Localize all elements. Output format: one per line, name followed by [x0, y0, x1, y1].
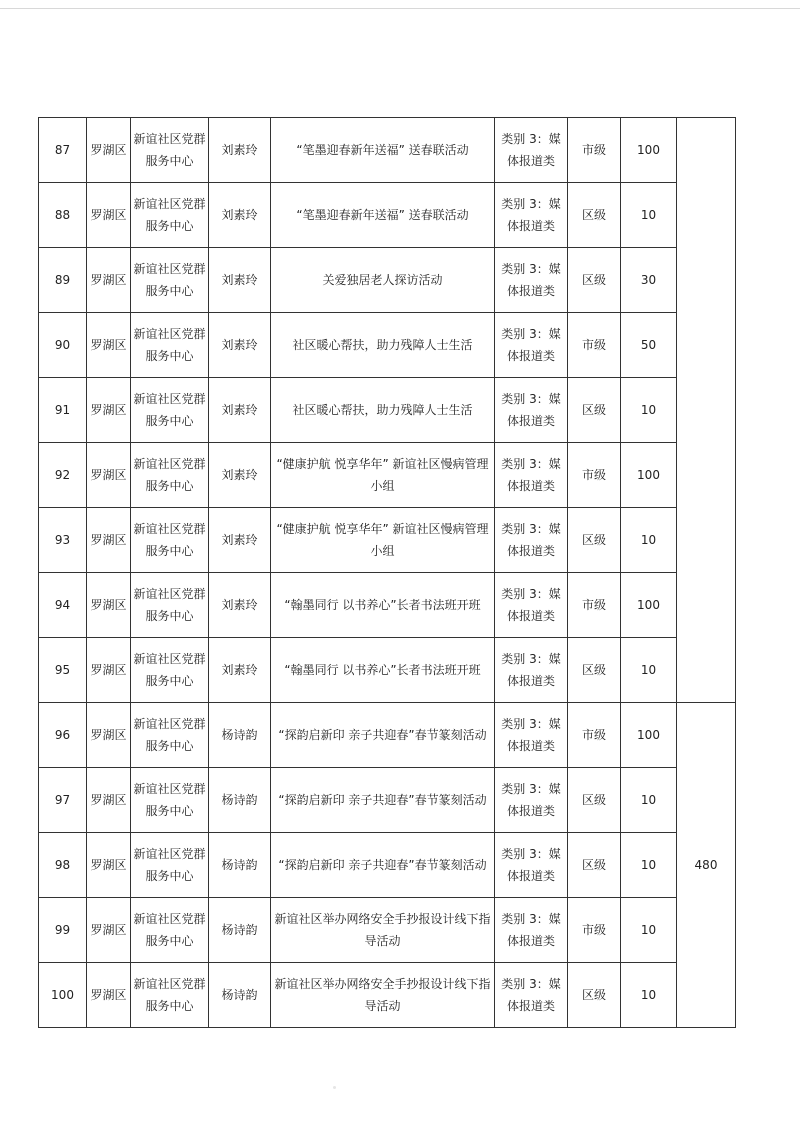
score-cell: 10 — [621, 833, 677, 898]
row-number: 94 — [39, 573, 87, 638]
level-cell: 市级 — [568, 313, 621, 378]
category-cell: 类别 3：媒体报道类 — [495, 183, 568, 248]
page-speck — [333, 1086, 336, 1089]
table-row — [39, 443, 736, 508]
person-cell: 刘素玲 — [209, 508, 271, 573]
table-row — [39, 638, 736, 703]
category-cell: 类别 3：媒体报道类 — [495, 833, 568, 898]
district-cell: 罗湖区 — [87, 898, 131, 963]
level-cell: 区级 — [568, 248, 621, 313]
score-cell: 50 — [621, 313, 677, 378]
category-cell: 类别 3：媒体报道类 — [495, 313, 568, 378]
row-number: 88 — [39, 183, 87, 248]
activity-cell: “探韵启新印 亲子共迎春”春节篆刻活动 — [271, 768, 495, 833]
score-cell: 100 — [621, 573, 677, 638]
category-cell: 类别 3：媒体报道类 — [495, 573, 568, 638]
district-cell: 罗湖区 — [87, 183, 131, 248]
category-cell: 类别 3：媒体报道类 — [495, 768, 568, 833]
organization-cell: 新谊社区党群服务中心 — [131, 118, 209, 183]
person-cell: 刘素玲 — [209, 573, 271, 638]
row-number: 100 — [39, 963, 87, 1028]
category-cell: 类别 3：媒体报道类 — [495, 638, 568, 703]
person-cell: 刘素玲 — [209, 183, 271, 248]
score-cell: 10 — [621, 183, 677, 248]
level-cell: 市级 — [568, 118, 621, 183]
table-row — [39, 573, 736, 638]
table-row — [39, 183, 736, 248]
activity-cell: 社区暖心帮扶，助力残障人士生活 — [271, 313, 495, 378]
score-cell: 10 — [621, 638, 677, 703]
level-cell: 市级 — [568, 703, 621, 768]
row-number: 93 — [39, 508, 87, 573]
row-number: 97 — [39, 768, 87, 833]
activity-cell: 关爱独居老人探访活动 — [271, 248, 495, 313]
score-cell: 100 — [621, 703, 677, 768]
table-row — [39, 378, 736, 443]
activity-cell: 新谊社区举办网络安全手抄报设计线下指导活动 — [271, 898, 495, 963]
level-cell: 区级 — [568, 183, 621, 248]
records-body — [39, 118, 736, 1028]
row-number: 89 — [39, 248, 87, 313]
activity-cell: “探韵启新印 亲子共迎春”春节篆刻活动 — [271, 703, 495, 768]
row-number: 95 — [39, 638, 87, 703]
organization-cell: 新谊社区党群服务中心 — [131, 248, 209, 313]
district-cell: 罗湖区 — [87, 768, 131, 833]
person-cell: 刘素玲 — [209, 118, 271, 183]
district-cell: 罗湖区 — [87, 638, 131, 703]
activity-cell: “笔墨迎春新年送福” 送春联活动 — [271, 118, 495, 183]
top-rule — [0, 8, 800, 9]
score-cell: 10 — [621, 898, 677, 963]
organization-cell: 新谊社区党群服务中心 — [131, 183, 209, 248]
level-cell: 市级 — [568, 443, 621, 508]
level-cell: 市级 — [568, 573, 621, 638]
table-row — [39, 898, 736, 963]
score-cell: 10 — [621, 768, 677, 833]
table-row — [39, 118, 736, 183]
category-cell: 类别 3：媒体报道类 — [495, 703, 568, 768]
table-row — [39, 768, 736, 833]
records-table — [38, 117, 736, 1028]
level-cell: 区级 — [568, 638, 621, 703]
activity-cell: “笔墨迎春新年送福” 送春联活动 — [271, 183, 495, 248]
activity-cell: “健康护航 悦享华年” 新谊社区慢病管理小组 — [271, 508, 495, 573]
person-cell: 刘素玲 — [209, 378, 271, 443]
table-row — [39, 508, 736, 573]
district-cell: 罗湖区 — [87, 248, 131, 313]
score-cell: 30 — [621, 248, 677, 313]
person-cell: 刘素玲 — [209, 638, 271, 703]
score-cell: 10 — [621, 963, 677, 1028]
group-total-cell — [677, 118, 736, 703]
activity-cell: “探韵启新印 亲子共迎春”春节篆刻活动 — [271, 833, 495, 898]
score-cell: 100 — [621, 443, 677, 508]
row-number: 91 — [39, 378, 87, 443]
score-cell: 10 — [621, 508, 677, 573]
district-cell: 罗湖区 — [87, 313, 131, 378]
table-row — [39, 248, 736, 313]
category-cell: 类别 3：媒体报道类 — [495, 898, 568, 963]
table-row — [39, 963, 736, 1028]
organization-cell: 新谊社区党群服务中心 — [131, 638, 209, 703]
category-cell: 类别 3：媒体报道类 — [495, 118, 568, 183]
person-cell: 杨诗韵 — [209, 703, 271, 768]
score-cell: 100 — [621, 118, 677, 183]
person-cell: 刘素玲 — [209, 443, 271, 508]
activity-cell: “健康护航 悦享华年” 新谊社区慢病管理小组 — [271, 443, 495, 508]
activity-cell: 社区暖心帮扶，助力残障人士生活 — [271, 378, 495, 443]
level-cell: 区级 — [568, 833, 621, 898]
organization-cell: 新谊社区党群服务中心 — [131, 963, 209, 1028]
person-cell: 刘素玲 — [209, 313, 271, 378]
level-cell: 区级 — [568, 378, 621, 443]
person-cell: 杨诗韵 — [209, 833, 271, 898]
activity-cell: “翰墨同行 以书养心”长者书法班开班 — [271, 638, 495, 703]
organization-cell: 新谊社区党群服务中心 — [131, 833, 209, 898]
row-number: 98 — [39, 833, 87, 898]
group-total-cell: 480 — [677, 703, 736, 1028]
organization-cell: 新谊社区党群服务中心 — [131, 703, 209, 768]
activity-cell: 新谊社区举办网络安全手抄报设计线下指导活动 — [271, 963, 495, 1028]
person-cell: 刘素玲 — [209, 248, 271, 313]
person-cell: 杨诗韵 — [209, 963, 271, 1028]
category-cell: 类别 3：媒体报道类 — [495, 963, 568, 1028]
level-cell: 市级 — [568, 898, 621, 963]
district-cell: 罗湖区 — [87, 963, 131, 1028]
organization-cell: 新谊社区党群服务中心 — [131, 573, 209, 638]
district-cell: 罗湖区 — [87, 703, 131, 768]
level-cell: 区级 — [568, 963, 621, 1028]
row-number: 99 — [39, 898, 87, 963]
row-number: 90 — [39, 313, 87, 378]
organization-cell: 新谊社区党群服务中心 — [131, 313, 209, 378]
district-cell: 罗湖区 — [87, 118, 131, 183]
row-number: 92 — [39, 443, 87, 508]
organization-cell: 新谊社区党群服务中心 — [131, 508, 209, 573]
organization-cell: 新谊社区党群服务中心 — [131, 768, 209, 833]
table-row — [39, 703, 736, 768]
category-cell: 类别 3：媒体报道类 — [495, 378, 568, 443]
category-cell: 类别 3：媒体报道类 — [495, 443, 568, 508]
person-cell: 杨诗韵 — [209, 898, 271, 963]
district-cell: 罗湖区 — [87, 508, 131, 573]
row-number: 96 — [39, 703, 87, 768]
level-cell: 区级 — [568, 768, 621, 833]
district-cell: 罗湖区 — [87, 573, 131, 638]
level-cell: 区级 — [568, 508, 621, 573]
table-row — [39, 833, 736, 898]
district-cell: 罗湖区 — [87, 378, 131, 443]
organization-cell: 新谊社区党群服务中心 — [131, 443, 209, 508]
person-cell: 杨诗韵 — [209, 768, 271, 833]
category-cell: 类别 3：媒体报道类 — [495, 508, 568, 573]
organization-cell: 新谊社区党群服务中心 — [131, 898, 209, 963]
district-cell: 罗湖区 — [87, 443, 131, 508]
category-cell: 类别 3：媒体报道类 — [495, 248, 568, 313]
score-cell: 10 — [621, 378, 677, 443]
district-cell: 罗湖区 — [87, 833, 131, 898]
organization-cell: 新谊社区党群服务中心 — [131, 378, 209, 443]
table-row — [39, 313, 736, 378]
activity-cell: “翰墨同行 以书养心”长者书法班开班 — [271, 573, 495, 638]
row-number: 87 — [39, 118, 87, 183]
